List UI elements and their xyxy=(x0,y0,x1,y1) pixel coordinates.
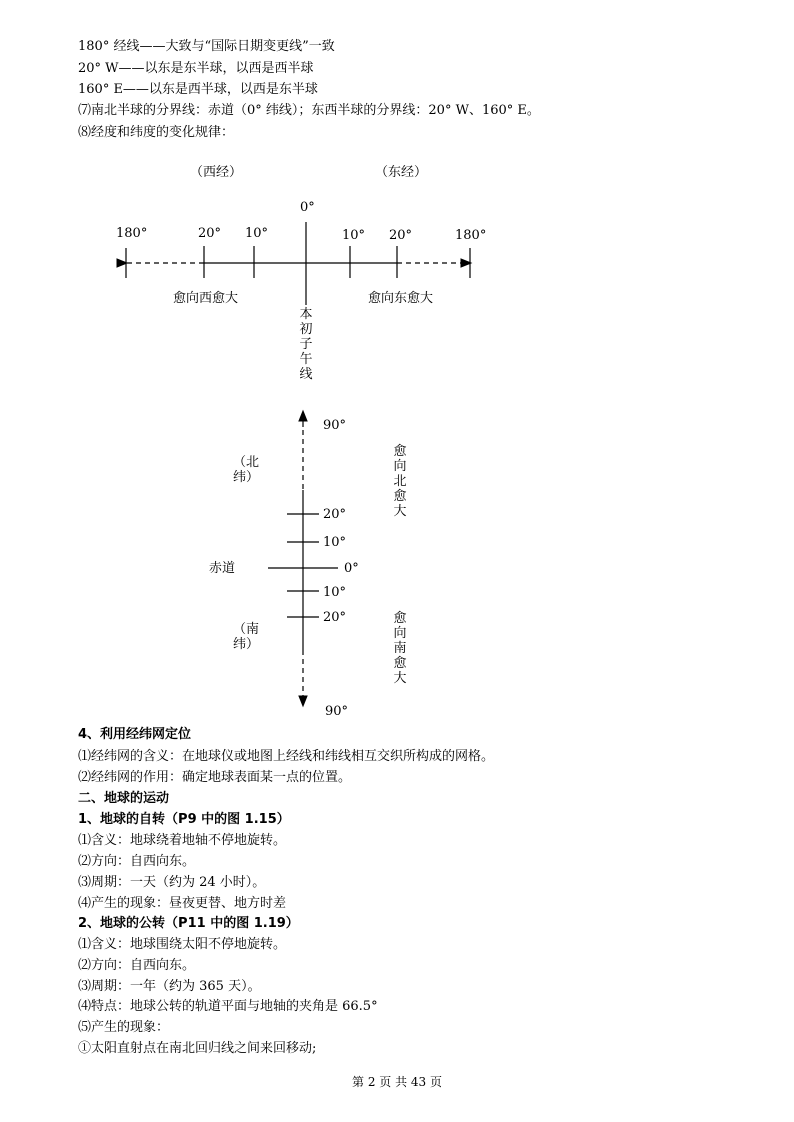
text-line: ⑷产生的现象：昼夜更替、地方时差 xyxy=(78,896,287,911)
tick-label: 90° xyxy=(325,704,349,719)
tick-label: 20° xyxy=(323,610,347,625)
text-line: ⑵方向：自西向东。 xyxy=(78,854,196,869)
text-line: ⑻经度和纬度的变化规律： xyxy=(78,125,235,140)
tick-label: 10° xyxy=(323,585,347,600)
tick-label: 0° xyxy=(344,561,359,576)
text-line: 180° 经线——大致与“国际日期变更线”一致 xyxy=(78,39,335,54)
tick-label: 20° xyxy=(323,507,347,522)
north-increase-note: 愈向北愈大 xyxy=(393,444,407,519)
south-latitude-label: （南纬） xyxy=(233,622,260,652)
tick-label: 10° xyxy=(245,226,269,241)
tick-label: 20° xyxy=(389,228,413,243)
text-line: ⑺南北半球的分界线：赤道（0° 纬线）；东西半球的分界线：20° W、160° E。 xyxy=(78,103,540,118)
north-latitude-label: （北纬） xyxy=(233,455,260,485)
text-line: ⑵方向：自西向东。 xyxy=(78,958,196,973)
zero-meridian-label: 0° xyxy=(300,200,315,215)
tick-label: 20° xyxy=(198,226,222,241)
west-longitude-label: （西经） xyxy=(190,165,243,180)
prime-meridian-label: 本初子午线 xyxy=(299,307,313,382)
tick-label: 10° xyxy=(342,228,366,243)
text-line: ⑶周期：一天（约为 24 小时）。 xyxy=(78,875,266,890)
text-line: ⑴含义：地球围绕太阳不停地旋转。 xyxy=(78,937,287,952)
text-line: ⑶周期：一年（约为 365 天）。 xyxy=(78,979,261,994)
east-longitude-label: （东经） xyxy=(375,165,428,180)
text-line: ⑴含义：地球绕着地轴不停地旋转。 xyxy=(78,833,287,848)
tick-label: 180° xyxy=(116,226,148,241)
tick-label: 180° xyxy=(455,228,487,243)
west-increase-note: 愈向西愈大 xyxy=(173,291,239,306)
section-heading: 4、利用经纬网定位 xyxy=(78,727,192,742)
tick-label: 90° xyxy=(323,418,347,433)
equator-label: 赤道 xyxy=(209,561,236,576)
east-increase-note: 愈向东愈大 xyxy=(368,291,434,306)
text-line: ⑴经纬网的含义：在地球仪或地图上经线和纬线相互交织所构成的网格。 xyxy=(78,749,495,764)
text-line: ⑷特点：地球公转的轨道平面与地轴的夹角是 66.5° xyxy=(78,999,378,1014)
page-footer: 第 2 页 共 43 页 xyxy=(352,1075,442,1089)
text-line: 160° E——以东是西半球，以西是东半球 xyxy=(78,82,318,97)
tick-label: 10° xyxy=(323,535,347,550)
south-increase-note: 愈向南愈大 xyxy=(393,611,407,686)
text-line: ⑸产生的现象： xyxy=(78,1020,170,1035)
section-heading: 1、地球的自转（P9 中的图 1.15） xyxy=(78,812,290,827)
text-line: ①太阳直射点在南北回归线之间来回移动; xyxy=(78,1041,317,1056)
text-line: 20° W——以东是东半球，以西是西半球 xyxy=(78,61,314,76)
text-line: ⑵经纬网的作用：确定地球表面某一点的位置。 xyxy=(78,770,352,785)
section-heading: 2、地球的公转（P11 中的图 1.19） xyxy=(78,916,299,931)
section-heading: 二、地球的运动 xyxy=(78,791,170,806)
latitude-diagram xyxy=(268,412,338,705)
